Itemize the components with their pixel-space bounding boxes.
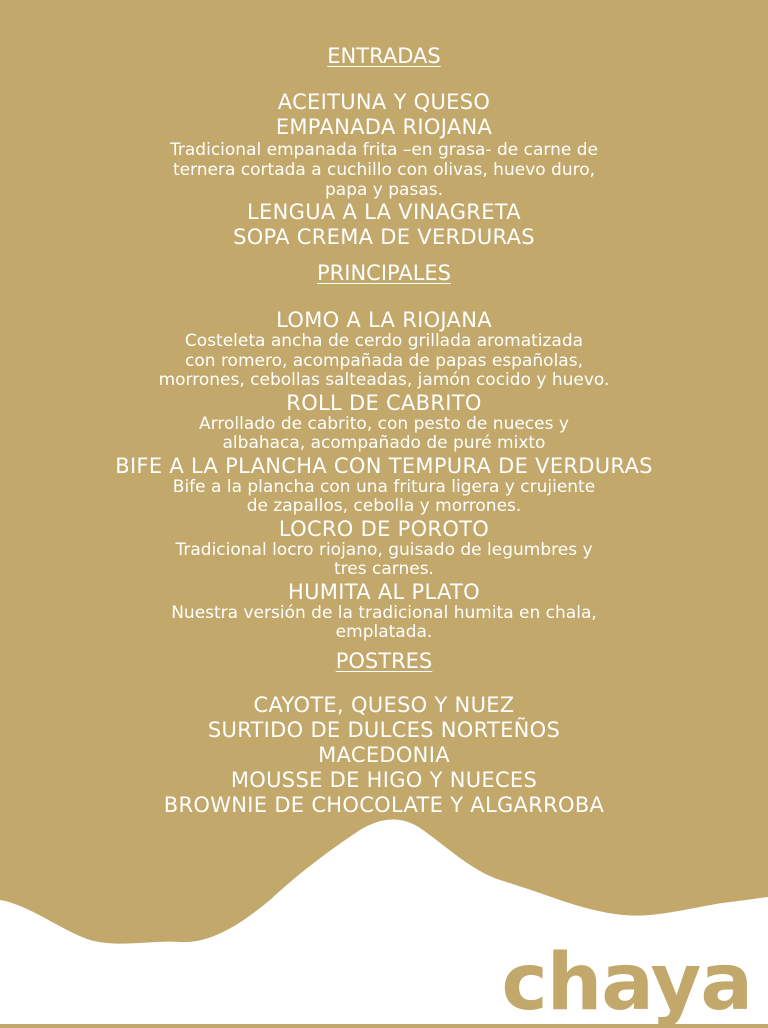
menu-item bbox=[0, 580, 768, 643]
menu-item bbox=[0, 517, 768, 580]
menu-item bbox=[0, 115, 768, 200]
menu-item bbox=[0, 308, 768, 391]
description-line: Costeleta ancha de cerdo grillada aromatizada bbox=[184, 331, 584, 351]
dish-name: SOPA CREMA DE VERDURAS bbox=[233, 225, 535, 249]
description-line: Tradicional empanada frita –en grasa- de carne de bbox=[170, 140, 598, 160]
section-title-postres: POSTRES bbox=[335, 649, 433, 673]
principales-list bbox=[0, 308, 768, 643]
dish-name: SURTIDO DE DULCES NORTEÑOS bbox=[207, 718, 561, 742]
description-line: ternera cortada a cuchillo con olivas, huevo duro, bbox=[172, 160, 596, 180]
dish-description bbox=[0, 604, 768, 643]
menu-item bbox=[0, 743, 768, 768]
menu-item bbox=[0, 793, 768, 818]
menu-item bbox=[0, 768, 768, 793]
section-title-entradas: ENTRADAS bbox=[327, 44, 441, 68]
dish-name: BROWNIE DE CHOCOLATE Y ALGARROBA bbox=[163, 793, 605, 817]
menu-item bbox=[0, 90, 768, 115]
dish-name: BIFE A LA PLANCHA CON TEMPURA DE VERDURAS bbox=[115, 453, 653, 478]
description-line: tres carnes. bbox=[334, 559, 434, 579]
dish-name: ROLL DE CABRITO bbox=[286, 390, 482, 415]
description-line: Arrollado de cabrito, con pesto de nueces y bbox=[199, 413, 569, 434]
description-line: Nuestra versión de la tradicional humita en chala, bbox=[171, 602, 597, 623]
description-line: papa y pasas. bbox=[324, 180, 444, 200]
dish-description bbox=[0, 478, 768, 517]
description-line: emplatada. bbox=[335, 622, 433, 642]
menu-item bbox=[0, 693, 768, 718]
section-title-principales: PRINCIPALES bbox=[317, 261, 451, 285]
dish-name: EMPANADA RIOJANA bbox=[275, 115, 493, 139]
postres-list bbox=[0, 693, 768, 818]
description-line: Bife a la plancha con una fritura ligera y crujiente bbox=[172, 476, 596, 497]
description-line: de zapallos, cebolla y morrones. bbox=[246, 496, 522, 516]
menu-item bbox=[0, 391, 768, 454]
dish-name: ACEITUNA Y QUESO bbox=[277, 90, 491, 114]
dish-name: HUMITA AL PLATO bbox=[288, 579, 480, 604]
dish-name: MACEDONIA bbox=[318, 743, 450, 767]
dish-name: CAYOTE, QUESO Y NUEZ bbox=[253, 693, 515, 717]
dish-name: LOMO A LA RIOJANA bbox=[276, 308, 492, 332]
dish-description bbox=[0, 332, 768, 391]
menu-item bbox=[0, 225, 768, 250]
menu-item bbox=[0, 718, 768, 743]
dish-description bbox=[0, 140, 768, 200]
brand-logo: chaya bbox=[501, 938, 752, 1028]
dish-name: MOUSSE DE HIGO Y NUECES bbox=[230, 768, 538, 792]
dish-name: LENGUA A LA VINAGRETA bbox=[247, 200, 521, 224]
menu-item bbox=[0, 454, 768, 517]
dish-description bbox=[0, 415, 768, 454]
entradas-list bbox=[0, 90, 768, 250]
description-line: con romero, acompañada de papas españolas, bbox=[185, 350, 583, 371]
description-line: albahaca, acompañado de puré mixto bbox=[222, 433, 546, 453]
dish-description bbox=[0, 541, 768, 580]
menu-item bbox=[0, 200, 768, 225]
description-line: morrones, cebollas salteadas, jamón cocido y huevo. bbox=[158, 370, 610, 390]
dish-name: LOCRO DE POROTO bbox=[278, 516, 490, 541]
description-line: Tradicional locro riojano, guisado de legumbres y bbox=[175, 539, 593, 560]
